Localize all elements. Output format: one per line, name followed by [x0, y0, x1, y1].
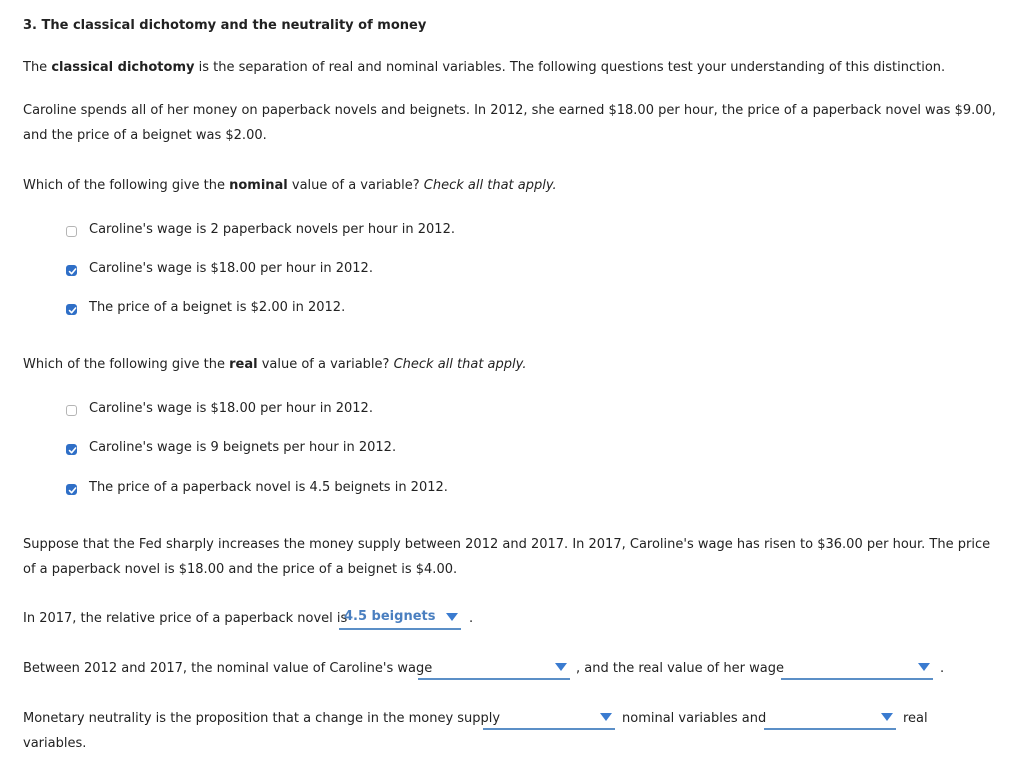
checkbox-checked[interactable] — [66, 265, 77, 276]
q1-pre: Which of the following give the — [23, 178, 230, 193]
q4-mid: , and the real value of her wage — [576, 661, 784, 676]
q5-pre: Monetary neutrality is the proposition that a change in the money supply — [23, 711, 501, 726]
relative-price-value: 4.5 beignets — [344, 609, 436, 624]
scenario-line-2: and the price of a beignet was $2.00. — [23, 128, 267, 143]
q5-line-2: variables. — [23, 736, 87, 751]
option-label: Caroline's wage is 9 beignets per hour in 2012. — [89, 440, 397, 455]
intro-text — [23, 60, 945, 75]
scenario2-line-1: Suppose that the Fed sharply increases the money supply between 2012 and 2017. In 2017, Caroline's wage has risen to $36.00 per hour. The price — [23, 537, 991, 552]
question-title: 3. The classical dichotomy and the neutrality of money — [23, 18, 427, 33]
intro-post: is the separation of real and nominal variables. The following questions test your understanding of this distinction. — [194, 60, 946, 75]
q1-instruction: Check all that apply. — [423, 178, 557, 193]
neutrality-real-dropdown[interactable] — [764, 710, 896, 730]
relative-price-dropdown[interactable] — [339, 610, 461, 630]
checkmark-icon — [68, 306, 77, 315]
q1-prompt — [23, 178, 557, 193]
q2-instruction: Check all that apply. — [393, 357, 527, 372]
q3-post: . — [469, 611, 474, 626]
checkmark-icon — [68, 267, 77, 276]
scenario-line-1: Caroline spends all of her money on paperback novels and beignets. In 2012, she earned $18.00 per hour, the price of a paperback novel was $9.00, — [23, 103, 996, 118]
option-label: The price of a beignet is $2.00 in 2012. — [89, 300, 346, 315]
q1-bold: nominal — [229, 178, 288, 193]
q4-post: . — [940, 661, 945, 676]
intro-pre: The — [23, 60, 52, 75]
chevron-down-icon — [918, 663, 930, 671]
q1-post: value of a variable? — [287, 178, 424, 193]
q2-pre: Which of the following give the — [23, 357, 230, 372]
intro-bold: classical dichotomy — [51, 60, 195, 75]
q2-prompt — [23, 357, 526, 372]
q2-bold: real — [229, 357, 258, 372]
checkbox-checked[interactable] — [66, 484, 77, 495]
chevron-down-icon — [881, 713, 893, 721]
scenario2-line-2: of a paperback novel is $18.00 and the price of a beignet is $4.00. — [23, 562, 458, 577]
option-label: Caroline's wage is $18.00 per hour in 2012. — [89, 401, 373, 416]
option-label: The price of a paperback novel is 4.5 beignets in 2012. — [89, 480, 448, 495]
checkbox-unchecked[interactable] — [66, 226, 77, 237]
checkmark-icon — [68, 446, 77, 455]
option-label: Caroline's wage is $18.00 per hour in 2012. — [89, 261, 373, 276]
q5-post: real — [903, 711, 928, 726]
neutrality-nominal-dropdown[interactable] — [483, 710, 615, 730]
q4-pre: Between 2012 and 2017, the nominal value of Caroline's wage — [23, 661, 433, 676]
checkbox-checked[interactable] — [66, 444, 77, 455]
nominal-wage-dropdown[interactable] — [418, 660, 570, 680]
chevron-down-icon — [555, 663, 567, 671]
q5-mid: nominal variables and — [622, 711, 767, 726]
checkbox-unchecked[interactable] — [66, 405, 77, 416]
checkbox-checked[interactable] — [66, 304, 77, 315]
chevron-down-icon — [600, 713, 612, 721]
q2-post: value of a variable? — [257, 357, 394, 372]
q3-pre: In 2017, the relative price of a paperback novel is — [23, 611, 348, 626]
option-label: Caroline's wage is 2 paperback novels per hour in 2012. — [89, 222, 455, 237]
real-wage-dropdown[interactable] — [781, 660, 933, 680]
chevron-down-icon — [446, 613, 458, 621]
checkmark-icon — [68, 486, 77, 495]
